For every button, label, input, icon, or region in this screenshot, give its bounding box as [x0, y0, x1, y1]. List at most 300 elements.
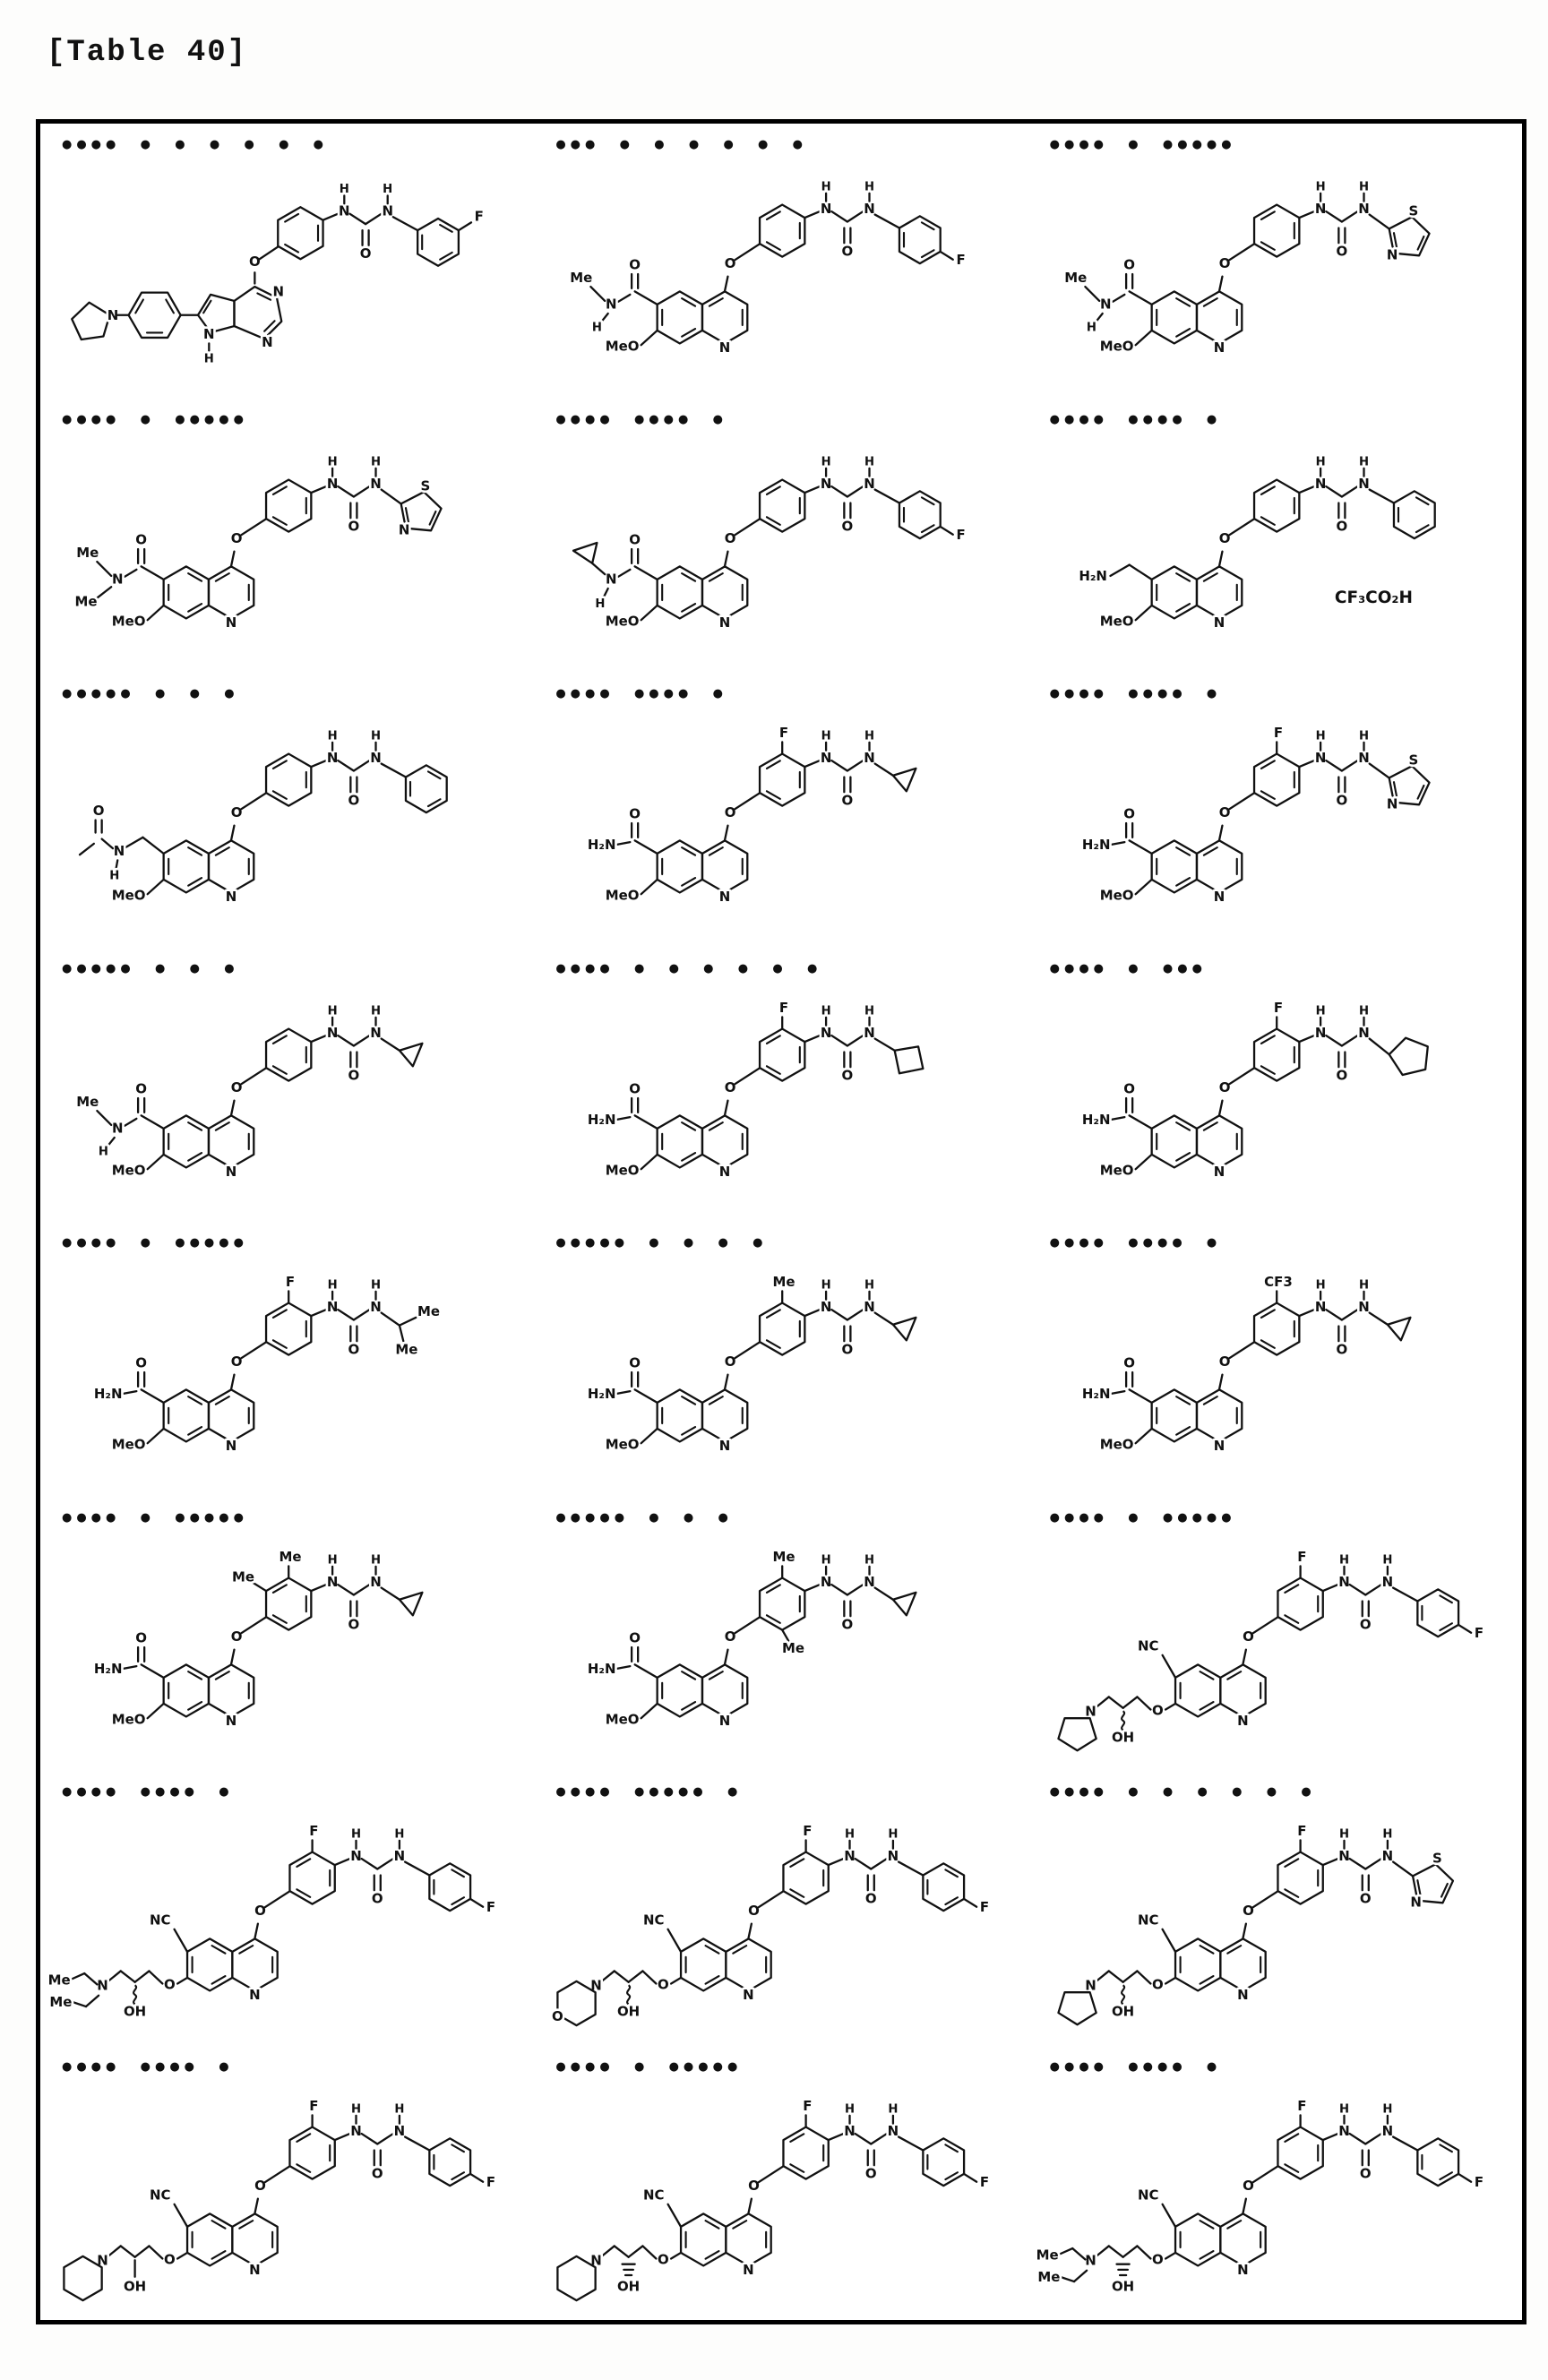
svg-text:H₂N: H₂N — [1081, 837, 1111, 854]
svg-text:N: N — [1357, 200, 1370, 217]
svg-text:H: H — [1358, 1278, 1369, 1293]
svg-text:H: H — [821, 1552, 831, 1567]
redacted-example-number: ●●●● ●●●● ● — [62, 2059, 234, 2074]
svg-text:N: N — [350, 2122, 362, 2139]
svg-text:N: N — [272, 283, 285, 300]
compound-cell — [40, 399, 534, 674]
svg-text:H: H — [327, 1278, 338, 1293]
svg-text:H: H — [845, 1827, 856, 1842]
svg-text:N: N — [864, 1573, 876, 1590]
svg-text:N: N — [97, 2252, 108, 2269]
svg-text:N: N — [1236, 1987, 1249, 2004]
redacted-example-number: ●●●●● ● ● ● — [62, 961, 239, 975]
svg-text:Me: Me — [279, 1548, 302, 1565]
svg-text:Me: Me — [782, 1639, 805, 1656]
compound-cell — [534, 399, 1028, 674]
structure-drawing — [534, 2078, 1028, 2315]
svg-text:N: N — [1213, 1438, 1225, 1455]
svg-text:H: H — [1382, 2101, 1393, 2116]
redacted-example-number: ●●●● ● ●●● — [1049, 961, 1207, 975]
svg-text:H: H — [1358, 180, 1369, 194]
structure-drawing — [40, 1254, 534, 1491]
svg-text:H: H — [1338, 2101, 1349, 2116]
svg-text:MeO: MeO — [606, 1161, 640, 1178]
svg-text:S: S — [1408, 202, 1418, 219]
compound-cell — [534, 124, 1028, 399]
svg-text:MeO: MeO — [111, 612, 146, 629]
compound-cell — [1028, 124, 1522, 399]
svg-text:N: N — [1409, 1894, 1422, 1911]
redacted-example-number: ●●●● ● ● ● ● ● ● — [62, 138, 329, 151]
svg-text:O: O — [725, 529, 736, 546]
svg-text:O: O — [1336, 1341, 1347, 1358]
svg-text:O: O — [348, 1066, 360, 1083]
svg-text:O: O — [371, 1890, 383, 1907]
svg-text:O: O — [1359, 2164, 1372, 2181]
compound-cell — [40, 1497, 534, 1772]
structure-table — [36, 119, 1526, 2324]
svg-text:N: N — [590, 1977, 603, 1994]
svg-text:Me: Me — [49, 1994, 73, 2011]
svg-text:H: H — [1358, 454, 1369, 468]
svg-text:N: N — [225, 889, 237, 906]
svg-text:MeO: MeO — [606, 612, 640, 629]
svg-text:N: N — [844, 1847, 856, 1864]
svg-text:N: N — [225, 1438, 237, 1455]
svg-text:N: N — [864, 200, 876, 217]
svg-text:N: N — [821, 1024, 832, 1041]
svg-text:N: N — [864, 1024, 876, 1041]
svg-text:N: N — [111, 1120, 124, 1137]
structure-drawing — [40, 1803, 534, 2040]
structure-drawing — [1028, 705, 1522, 941]
structure-drawing — [40, 2078, 534, 2315]
svg-text:N: N — [1381, 1847, 1393, 1864]
redacted-example-number: ●●●● ● ●●●●● — [1049, 138, 1236, 151]
svg-text:H: H — [370, 1552, 382, 1567]
svg-text:N: N — [719, 1438, 731, 1455]
svg-text:N: N — [1084, 1977, 1096, 1994]
svg-text:O: O — [371, 2164, 383, 2181]
svg-text:O: O — [1359, 1890, 1372, 1907]
svg-text:N: N — [107, 307, 119, 324]
svg-text:N: N — [326, 1298, 339, 1315]
svg-text:F: F — [309, 1823, 319, 1840]
svg-text:N: N — [350, 1847, 362, 1864]
svg-text:Me: Me — [47, 1972, 71, 1989]
svg-text:MeO: MeO — [606, 1436, 640, 1453]
compound-cell — [40, 948, 534, 1223]
svg-text:MeO: MeO — [1099, 338, 1134, 355]
svg-text:O: O — [254, 2177, 266, 2194]
svg-text:NC: NC — [643, 1912, 665, 1929]
compound-cell — [40, 673, 534, 948]
svg-text:O: O — [163, 1976, 176, 1993]
compound-cell — [534, 1497, 1028, 1772]
redacted-example-number: ●●●● ●●●● ● — [1049, 687, 1222, 700]
structure-drawing — [40, 980, 534, 1216]
redacted-example-number: ●●●● ●●●● ● — [1049, 2059, 1222, 2074]
svg-text:N: N — [719, 889, 731, 906]
structure-drawing — [1028, 980, 1522, 1216]
svg-text:H: H — [327, 454, 338, 468]
svg-text:N: N — [370, 1573, 382, 1590]
svg-text:N: N — [864, 749, 876, 766]
svg-text:H: H — [383, 182, 393, 196]
redacted-example-number: ●●●●● ● ● ● ● — [555, 1236, 768, 1250]
svg-text:H: H — [821, 729, 831, 743]
svg-text:N: N — [111, 571, 124, 588]
svg-text:O: O — [1242, 2177, 1254, 2194]
svg-text:N: N — [1381, 1573, 1393, 1590]
svg-text:Me: Me — [417, 1303, 440, 1320]
svg-text:N: N — [719, 339, 731, 357]
svg-text:N: N — [1213, 614, 1225, 631]
svg-text:N: N — [225, 614, 237, 631]
compound-cell — [1028, 399, 1522, 674]
svg-text:F: F — [956, 252, 967, 268]
svg-text:F: F — [1273, 999, 1283, 1016]
redacted-example-number: ●●●● ●●●● ● — [1049, 1236, 1222, 1250]
svg-text:Me: Me — [74, 592, 98, 609]
compound-cell — [40, 2046, 534, 2321]
svg-text:O: O — [254, 1902, 266, 1919]
svg-text:H: H — [370, 1278, 382, 1293]
svg-text:H: H — [350, 1827, 362, 1842]
svg-text:H: H — [370, 1003, 382, 1018]
svg-text:N: N — [1213, 1163, 1225, 1180]
svg-text:H: H — [864, 1552, 875, 1567]
svg-text:H: H — [845, 2101, 856, 2116]
svg-text:F: F — [980, 2173, 990, 2190]
svg-text:F: F — [486, 1899, 496, 1915]
svg-text:MeO: MeO — [111, 1436, 146, 1453]
svg-text:N: N — [398, 521, 410, 538]
svg-text:O: O — [249, 253, 261, 271]
svg-text:N: N — [719, 614, 731, 631]
svg-text:N: N — [203, 326, 215, 343]
svg-text:OH: OH — [1111, 1729, 1134, 1746]
svg-text:O: O — [1218, 254, 1231, 271]
svg-text:N: N — [1213, 889, 1225, 906]
svg-text:H₂N: H₂N — [588, 1386, 616, 1403]
svg-text:O: O — [841, 243, 854, 260]
svg-text:Me: Me — [570, 269, 593, 286]
compound-cell — [1028, 948, 1522, 1223]
svg-text:H₂N: H₂N — [93, 1660, 123, 1677]
svg-text:N: N — [590, 2252, 603, 2269]
svg-text:O: O — [841, 1341, 854, 1358]
svg-text:O: O — [629, 256, 641, 273]
svg-text:O: O — [1242, 1902, 1254, 1919]
svg-text:N: N — [225, 1712, 237, 1729]
svg-text:H₂N: H₂N — [93, 1386, 123, 1403]
svg-text:N: N — [1314, 749, 1327, 766]
svg-text:N: N — [113, 843, 125, 860]
structure-drawing — [1028, 156, 1522, 392]
svg-text:O: O — [841, 792, 854, 809]
svg-text:N: N — [821, 200, 832, 217]
svg-text:H: H — [1382, 1552, 1393, 1567]
compound-cell — [534, 2046, 1028, 2321]
svg-text:H: H — [1338, 1827, 1349, 1842]
svg-text:H: H — [888, 2101, 899, 2116]
compound-cell — [534, 1771, 1028, 2046]
svg-text:CF3: CF3 — [1263, 1274, 1293, 1291]
svg-text:O: O — [1122, 256, 1135, 273]
svg-text:H: H — [1315, 454, 1326, 468]
compound-cell — [534, 673, 1028, 948]
svg-text:H: H — [339, 182, 349, 196]
svg-text:N: N — [339, 202, 350, 219]
svg-text:O: O — [348, 1615, 360, 1632]
svg-text:O: O — [1336, 1066, 1347, 1083]
svg-text:MeO: MeO — [1099, 1161, 1134, 1178]
svg-text:O: O — [725, 254, 736, 271]
svg-text:H: H — [109, 869, 120, 883]
svg-text:N: N — [1314, 1024, 1327, 1041]
svg-text:MeO: MeO — [111, 1161, 146, 1178]
svg-text:F: F — [309, 2097, 319, 2114]
svg-text:MeO: MeO — [1099, 612, 1134, 629]
svg-text:N: N — [326, 475, 339, 492]
svg-text:N: N — [1337, 1847, 1350, 1864]
svg-text:O: O — [1336, 517, 1347, 534]
svg-text:H₂N: H₂N — [1079, 567, 1107, 584]
svg-text:H: H — [370, 454, 382, 468]
svg-text:F: F — [1474, 2173, 1484, 2190]
svg-text:N: N — [887, 2122, 899, 2139]
svg-text:H₂N: H₂N — [588, 1660, 616, 1677]
svg-text:H: H — [821, 180, 831, 194]
svg-text:OH: OH — [617, 2278, 641, 2295]
svg-text:O: O — [348, 792, 360, 809]
structure-drawing — [534, 980, 1028, 1216]
structure-drawing — [534, 705, 1028, 941]
svg-text:N: N — [887, 1847, 899, 1864]
svg-text:H: H — [1315, 729, 1326, 743]
compound-cell — [1028, 673, 1522, 948]
svg-text:H: H — [1358, 729, 1369, 743]
svg-text:O: O — [552, 2007, 564, 2024]
svg-text:NC: NC — [1137, 1912, 1159, 1929]
compound-cell — [1028, 1771, 1522, 2046]
svg-text:O: O — [841, 1066, 854, 1083]
svg-text:MeO: MeO — [606, 887, 640, 904]
svg-text:O: O — [230, 1078, 243, 1095]
redacted-example-number: ●●●●● ● ● ● — [555, 1510, 733, 1525]
redacted-example-number: ●●●● ● ●●●●● — [62, 1510, 248, 1525]
svg-text:Me: Me — [232, 1568, 255, 1585]
svg-text:N: N — [1357, 1024, 1370, 1041]
svg-text:N: N — [1084, 1703, 1096, 1720]
svg-text:F: F — [474, 208, 484, 225]
svg-text:S: S — [1432, 1850, 1442, 1867]
svg-text:O: O — [230, 803, 243, 821]
compound-cell — [1028, 1497, 1522, 1772]
svg-text:O: O — [629, 1354, 641, 1371]
svg-text:N: N — [1314, 200, 1327, 217]
svg-text:N: N — [1236, 1712, 1249, 1729]
svg-text:O: O — [230, 529, 243, 546]
svg-text:F: F — [1474, 1624, 1484, 1641]
svg-text:H₂N: H₂N — [1081, 1386, 1111, 1403]
svg-text:N: N — [262, 333, 273, 350]
svg-text:N: N — [864, 475, 876, 492]
svg-text:N: N — [1337, 1573, 1350, 1590]
svg-text:N: N — [1314, 475, 1327, 492]
svg-text:F: F — [779, 725, 789, 742]
svg-text:Me: Me — [395, 1341, 418, 1358]
redacted-example-number: ●●●● ● ●●●●● — [62, 412, 248, 426]
svg-text:H: H — [821, 1278, 831, 1293]
svg-text:O: O — [1218, 803, 1231, 821]
svg-text:NC: NC — [150, 1912, 171, 1929]
svg-text:O: O — [725, 1078, 736, 1095]
svg-text:N: N — [606, 571, 617, 588]
svg-text:F: F — [980, 1899, 990, 1915]
svg-text:F: F — [1273, 725, 1283, 742]
redacted-example-number: ●●● ● ● ● ● ● ● — [555, 138, 808, 151]
structure-drawing — [40, 156, 534, 392]
svg-text:H: H — [1382, 1827, 1393, 1842]
svg-text:F: F — [285, 1274, 296, 1291]
structure-drawing — [40, 705, 534, 941]
structure-drawing — [1028, 1803, 1522, 2040]
svg-text:O: O — [1122, 1080, 1135, 1097]
svg-text:N: N — [382, 202, 393, 219]
svg-text:N: N — [844, 2122, 856, 2139]
svg-text:H: H — [864, 454, 875, 468]
svg-text:O: O — [725, 803, 736, 821]
svg-text:F: F — [1296, 1548, 1307, 1565]
svg-text:N: N — [743, 1987, 754, 2004]
svg-text:O: O — [135, 1080, 147, 1097]
svg-text:S: S — [420, 477, 431, 494]
structure-drawing — [1028, 1529, 1522, 1766]
svg-text:H: H — [821, 1003, 831, 1018]
svg-text:H: H — [327, 729, 338, 743]
redacted-example-number: ●●●● ● ●●●●● — [555, 2059, 743, 2074]
svg-text:O: O — [348, 517, 360, 534]
svg-text:H: H — [350, 2101, 362, 2116]
svg-text:O: O — [230, 1628, 243, 1645]
svg-text:N: N — [1386, 246, 1398, 263]
structure-drawing — [534, 156, 1028, 392]
svg-text:H₂N: H₂N — [1081, 1111, 1111, 1128]
svg-text:O: O — [629, 1080, 641, 1097]
svg-text:MeO: MeO — [606, 338, 640, 355]
svg-text:N: N — [393, 2122, 406, 2139]
compound-cell — [534, 948, 1028, 1223]
svg-text:H: H — [864, 180, 875, 194]
redacted-example-number: ●●●● ●●●● ● — [555, 412, 727, 426]
svg-text:H: H — [98, 1144, 108, 1158]
structure-drawing — [534, 1529, 1028, 1766]
structure-drawing — [534, 431, 1028, 667]
svg-text:O: O — [1151, 1976, 1164, 1993]
svg-text:O: O — [1122, 805, 1135, 822]
svg-text:MeO: MeO — [111, 1710, 146, 1727]
svg-text:F: F — [1296, 2097, 1307, 2114]
svg-text:H: H — [1338, 1552, 1349, 1567]
svg-text:N: N — [864, 1298, 876, 1315]
redacted-example-number: ●●●● ●●●● ● — [62, 1785, 234, 1799]
svg-text:OH: OH — [123, 2278, 147, 2295]
svg-text:H: H — [888, 1827, 899, 1842]
svg-text:H: H — [1315, 180, 1326, 194]
svg-text:O: O — [1336, 243, 1347, 260]
svg-text:OH: OH — [123, 2003, 147, 2020]
svg-text:H: H — [1315, 1003, 1326, 1018]
svg-text:NC: NC — [1137, 2187, 1159, 2204]
svg-text:O: O — [135, 1629, 147, 1646]
svg-text:O: O — [629, 805, 641, 822]
structure-drawing — [40, 1529, 534, 1766]
svg-text:O: O — [230, 1353, 243, 1370]
svg-text:O: O — [629, 1629, 641, 1646]
svg-text:H: H — [394, 1827, 405, 1842]
redacted-example-number: ●●●● ●●●●● ● — [555, 1785, 743, 1799]
svg-text:MeO: MeO — [111, 887, 146, 904]
table-caption: [Table 40] — [47, 36, 248, 70]
svg-text:H₂N: H₂N — [588, 1111, 616, 1128]
svg-text:S: S — [1408, 752, 1418, 769]
svg-text:H: H — [203, 352, 214, 366]
svg-text:N: N — [249, 1987, 261, 2004]
svg-text:H: H — [592, 321, 603, 335]
svg-text:O: O — [865, 2164, 877, 2181]
svg-text:N: N — [821, 1573, 832, 1590]
svg-text:N: N — [1314, 1298, 1327, 1315]
svg-text:N: N — [225, 1163, 237, 1180]
svg-text:F: F — [1296, 1823, 1307, 1840]
svg-text:O: O — [92, 803, 105, 820]
svg-text:N: N — [370, 475, 382, 492]
svg-text:H: H — [1315, 1278, 1326, 1293]
svg-text:Me: Me — [1036, 2246, 1059, 2263]
svg-text:H: H — [1086, 321, 1096, 335]
svg-text:N: N — [370, 1298, 382, 1315]
svg-text:O: O — [865, 1890, 877, 1907]
svg-text:F: F — [803, 2097, 813, 2114]
svg-text:NC: NC — [1137, 1637, 1159, 1654]
svg-text:NC: NC — [643, 2187, 665, 2204]
svg-text:N: N — [1357, 749, 1370, 766]
svg-text:O: O — [658, 2251, 670, 2268]
svg-text:H₂N: H₂N — [588, 837, 616, 854]
redacted-example-number: ●●●● ● ● ● ● ● ● — [1049, 1785, 1316, 1799]
svg-text:N: N — [1357, 1298, 1370, 1315]
svg-text:O: O — [1218, 529, 1231, 546]
svg-text:O: O — [1242, 1628, 1254, 1645]
svg-text:F: F — [956, 526, 967, 543]
svg-text:MeO: MeO — [1099, 1436, 1134, 1453]
redacted-example-number: ●●●●● ● ● ● — [62, 687, 239, 700]
structure-drawing — [1028, 1254, 1522, 1491]
svg-text:N: N — [1386, 795, 1398, 812]
svg-text:NC: NC — [150, 2187, 171, 2204]
svg-text:O: O — [359, 245, 372, 262]
svg-text:Me: Me — [772, 1274, 796, 1291]
svg-text:N: N — [370, 749, 382, 766]
svg-text:Me: Me — [76, 544, 99, 561]
redacted-example-number: ●●●● ● ● ● ● ● ● — [555, 961, 822, 975]
compound-cell — [40, 124, 534, 399]
svg-text:F: F — [486, 2173, 496, 2190]
svg-text:Me: Me — [1063, 269, 1087, 286]
compound-cell — [1028, 2046, 1522, 2321]
